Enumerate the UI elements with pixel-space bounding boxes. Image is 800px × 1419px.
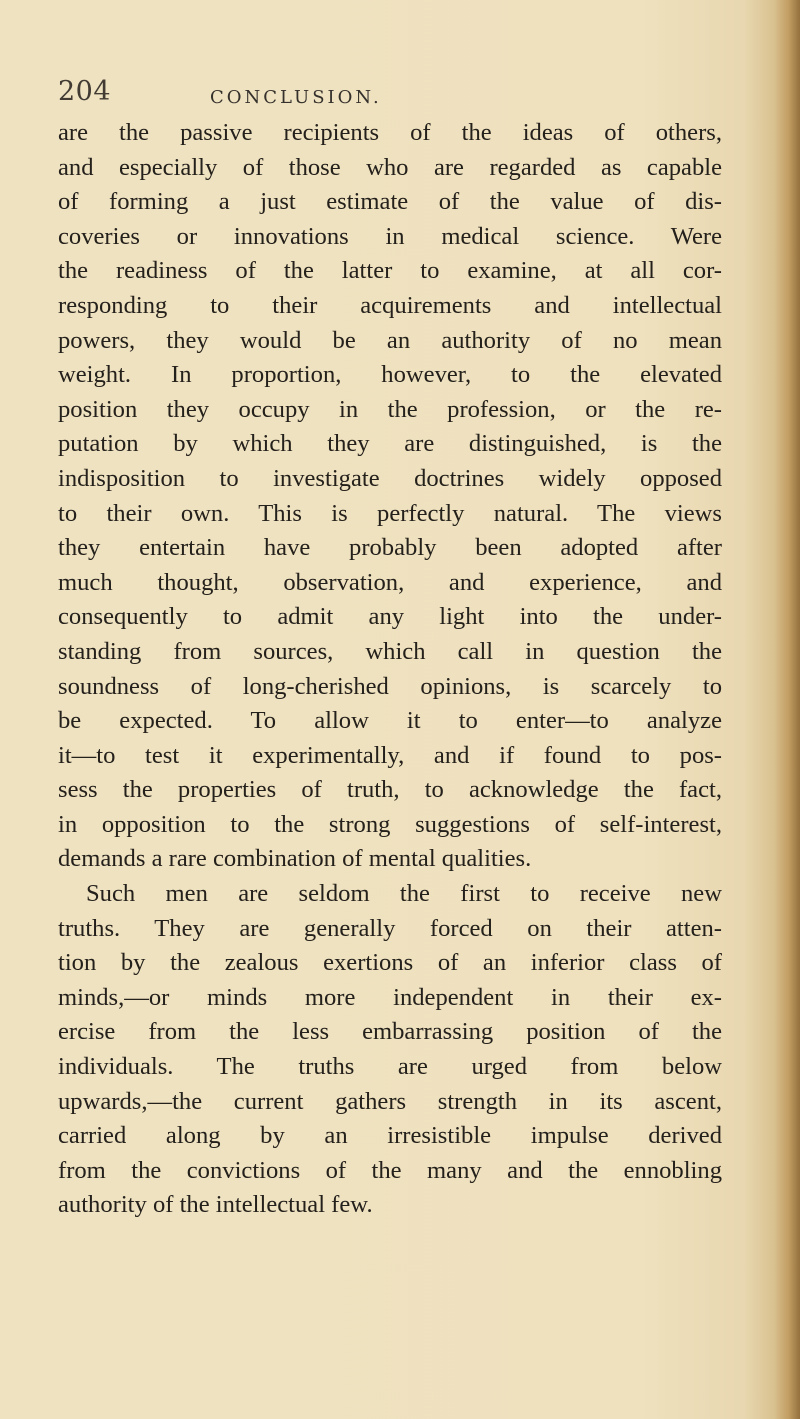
text-line: responding to their acquirements and intellectual <box>58 291 722 319</box>
text-line: ercise from the less embarrassing position of the <box>58 1018 722 1046</box>
text-line: individuals. The truths are urged from below <box>58 1053 722 1081</box>
text-line: and especially of those who are regarded as capable <box>58 153 722 181</box>
text-line: tion by the zealous exertions of an inferior class of <box>58 949 722 977</box>
page-number: 204 <box>58 76 112 107</box>
text-line: weight. In proportion, however, to the elevated <box>58 361 722 389</box>
text-line: to their own. This is perfectly natural. The views <box>58 499 722 527</box>
text-line: putation by which they are distinguished, is the <box>58 430 722 458</box>
running-head: CONCLUSION. <box>210 87 382 108</box>
text-line: they entertain have probably been adopted after <box>58 534 722 562</box>
text-line: authority of the intellectual few. <box>58 1191 373 1219</box>
text-line: in opposition to the strong suggestions of self-interest, <box>58 810 722 838</box>
text-line: Such men are seldom the first to receive new <box>86 880 722 908</box>
text-line: much thought, observation, and experience, and <box>58 568 722 596</box>
text-line: indisposition to investigate doctrines widely opposed <box>58 464 722 492</box>
text-line: demands a rare combination of mental qualities. <box>58 845 532 873</box>
text-line: the readiness of the latter to examine, at all cor- <box>58 257 722 285</box>
text-line: standing from sources, which call in question the <box>58 637 722 665</box>
text-line: sess the properties of truth, to acknowledge the fact, <box>58 776 722 804</box>
text-line: of forming a just estimate of the value of dis- <box>58 188 722 216</box>
text-line: are the passive recipients of the ideas of others, <box>58 119 722 146</box>
text-line: coveries or innovations in medical science. Were <box>58 222 722 250</box>
page-edge-shadow <box>774 0 800 1419</box>
text-line: be expected. To allow it to enter—to analyze <box>58 707 722 735</box>
text-line: carried along by an irresistible impulse derived <box>58 1122 722 1150</box>
text-line: upwards,—the current gathers strength in its ascent, <box>58 1087 722 1115</box>
text-line: truths. They are generally forced on their atten- <box>58 914 722 942</box>
text-line: consequently to admit any light into the under- <box>58 603 722 631</box>
text-line: it—to test it experimentally, and if found to pos- <box>58 741 722 769</box>
page-header <box>0 62 800 112</box>
text-line: position they occupy in the profession, or the re- <box>58 395 722 423</box>
text-line: minds,—or minds more independent in their ex- <box>58 983 722 1011</box>
body-text <box>58 116 722 1223</box>
text-line: from the convictions of the many and the ennobling <box>58 1156 722 1184</box>
text-line: soundness of long-cherished opinions, is scarcely to <box>58 672 722 700</box>
text-line: powers, they would be an authority of no mean <box>58 326 722 354</box>
